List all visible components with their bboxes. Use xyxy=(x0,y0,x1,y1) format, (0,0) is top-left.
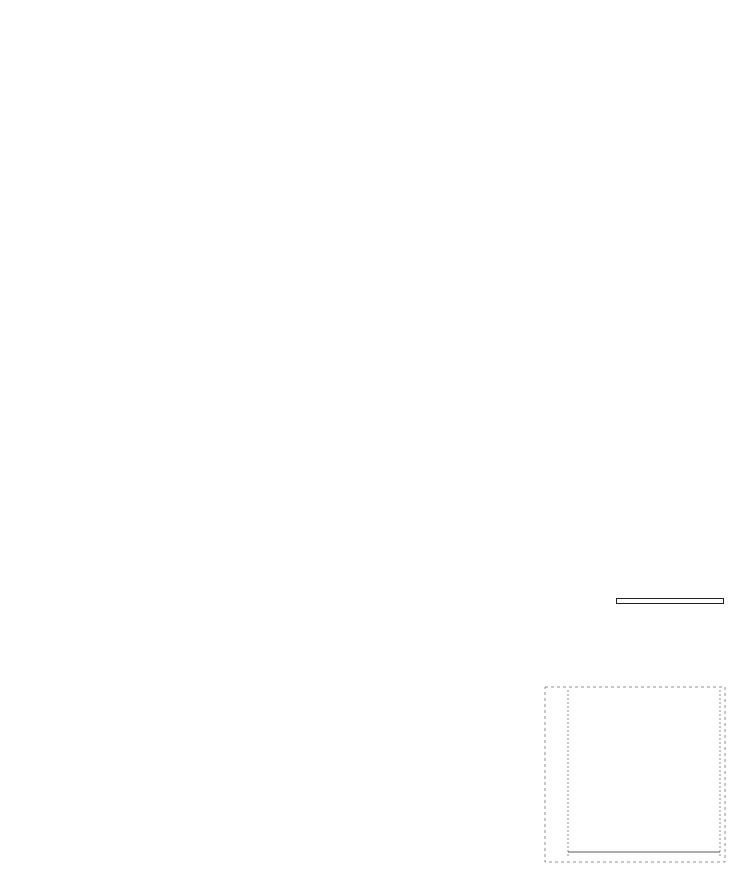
crochet-chart xyxy=(0,120,736,892)
shape-frame xyxy=(545,687,725,862)
gauge-box xyxy=(616,598,724,604)
text-column-1 xyxy=(22,8,190,22)
